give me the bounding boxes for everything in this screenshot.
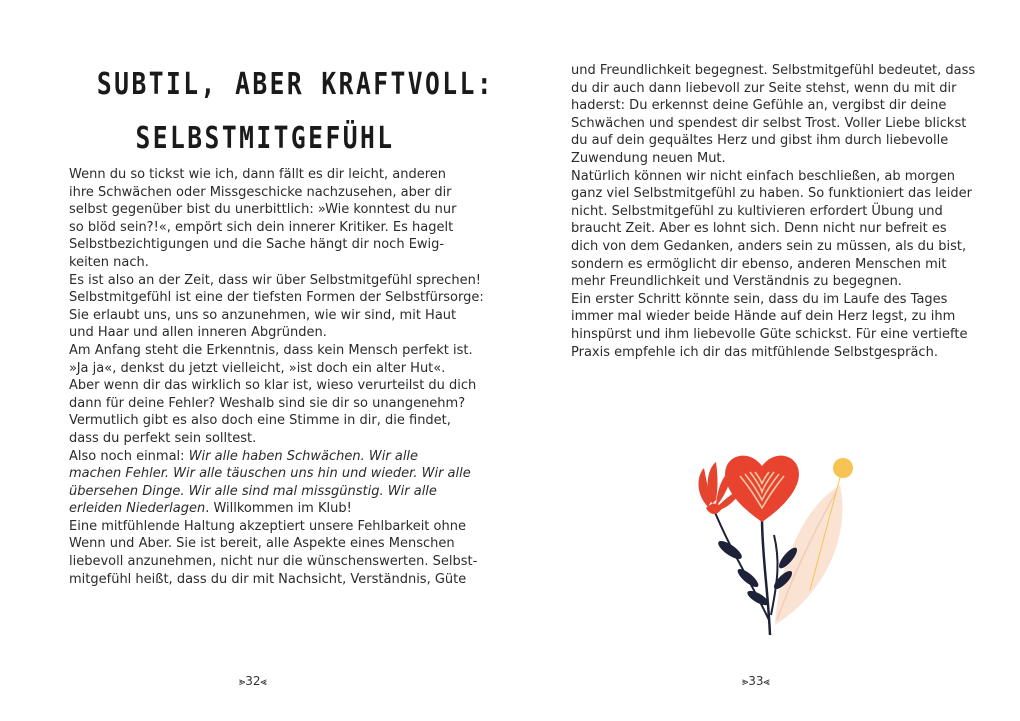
double-chevron-left-icon: ⪡ bbox=[260, 675, 267, 688]
text-line: selbst gegenüber bist du unerbittlich: »Wie konntest du nur bbox=[69, 202, 457, 218]
page-number-value: 32 bbox=[245, 674, 261, 688]
italic-text: übersehen Dinge. Wir alle sind mal missgünstig. Wir alle bbox=[69, 483, 437, 499]
text-line: mitgefühl heißt, dass du dir mit Nachsicht, Verständnis, Güte bbox=[69, 571, 467, 587]
italic-text: machen Fehler. Wir alle täuschen uns hin und wieder. Wir alle bbox=[69, 466, 471, 482]
text-line bbox=[69, 500, 459, 518]
text-line: Aber wenn dir das wirklich so klar ist, wieso verurteilst du dich bbox=[69, 378, 477, 394]
text-line: haderst: Du erkennst deine Gefühle an, vergibst dir deine bbox=[571, 98, 947, 114]
text-line: und Freundlichkeit begegnest. Selbstmitgefühl bedeutet, dass bbox=[571, 63, 976, 78]
small-leaf bbox=[716, 538, 745, 562]
stem-branch bbox=[771, 535, 778, 615]
text-line: Eine mitfühlende Haltung akzeptiert unsere Fehlbarkeit ohne bbox=[69, 518, 466, 534]
left-body-text bbox=[69, 166, 484, 588]
italic-text: erleiden Niederlagen bbox=[69, 501, 206, 517]
yellow-dot-icon bbox=[833, 458, 853, 478]
text-line bbox=[69, 465, 471, 483]
text-line: dass du perfekt sein solltest. bbox=[69, 430, 257, 446]
text-line: ihre Schwächen oder Missgeschicke nachzusehen, aber dir bbox=[69, 184, 452, 200]
text-line: ganz viel Selbstmitgefühl zu haben. So funktioniert das leider bbox=[571, 186, 972, 202]
double-chevron-left-icon: ⪡ bbox=[763, 675, 770, 688]
title-line-1: SUBTIL, ABER KRAFTVOLL: bbox=[96, 67, 495, 102]
double-chevron-right-icon: ⪢ bbox=[239, 675, 246, 688]
text-line: Sie erlaubt uns, uns so anzunehmen, wie wir sind, mit Haut bbox=[69, 307, 457, 323]
text-line: Wenn du so tickst wie ich, dann fällt es dir leicht, anderen bbox=[69, 167, 446, 182]
right-page bbox=[510, 0, 1020, 721]
text-line: Ein erster Schritt könnte sein, dass du im Laufe des Tages bbox=[571, 291, 948, 307]
text-line: liebevoll anzunehmen, nicht nur die wünschenswerten. Selbst- bbox=[69, 554, 478, 570]
italic-text: Wir alle haben Schwächen. Wir alle bbox=[188, 448, 419, 464]
text-line: nicht. Selbstmitgefühl zu kultivieren erfordert Übung und bbox=[571, 203, 943, 219]
page-title bbox=[96, 58, 495, 166]
text-line: braucht Zeit. Aber es lohnt sich. Denn nicht nur befreit es bbox=[571, 221, 947, 237]
text-line: du auf dein gequältes Herz und gibst ihm durch liebevolle bbox=[571, 133, 949, 149]
text-line: du dir auch dann liebevoll zur Seite stehst, wenn du mit dir bbox=[571, 80, 957, 96]
text-line: Selbstbezichtigungen und die Sache hängt dir noch Ewig- bbox=[69, 237, 445, 253]
text-line: Selbstmitgefühl ist eine der tiefsten Formen der Selbstfürsorge: bbox=[69, 290, 484, 306]
page-number-right bbox=[742, 674, 770, 689]
text-line bbox=[69, 483, 459, 501]
text-line: »Ja ja«, denkst du jetzt vielleicht, »ist doch ein alter Hut«. bbox=[69, 360, 446, 376]
text-line: und Haar und allen inneren Abgründen. bbox=[69, 325, 327, 341]
text-line: Es ist also an der Zeit, dass wir über Selbstmitgefühl sprechen! bbox=[69, 272, 482, 288]
text-line: sondern es ermöglicht dir ebenso, anderen Menschen mit bbox=[571, 256, 947, 272]
text-line: immer mal wieder beide Hände auf dein Herz legst, zu ihm bbox=[571, 309, 956, 325]
text-line: keiten nach. bbox=[69, 254, 149, 270]
double-chevron-right-icon: ⪢ bbox=[742, 675, 749, 688]
text-line: Praxis empfehle ich dir das mitfühlende Selbstgespräch. bbox=[571, 344, 938, 360]
text-line: Vermutlich gibt es also doch eine Stimme in dir, die findet, bbox=[69, 413, 451, 429]
text-line bbox=[69, 448, 459, 466]
page-number-value: 33 bbox=[748, 674, 764, 688]
text-line: dich von dem Gedanken, anders sein zu müssen, als du bist, bbox=[571, 238, 967, 254]
heart-flower-illustration bbox=[670, 440, 870, 645]
text-line: dann für deine Fehler? Weshalb sind sie dir so unangenehm? bbox=[69, 395, 466, 411]
text-line: hinspürst und ihm liebevolle Güte schickst. Für eine vertiefte bbox=[571, 326, 968, 342]
heart-icon bbox=[725, 456, 799, 522]
text-line: so blöd sein?!«, empört sich dein innerer Kritiker. Es hagelt bbox=[69, 219, 454, 235]
text-line: Natürlich können wir nicht einfach beschließen, ab morgen bbox=[571, 168, 955, 184]
title-line-2: SELBSTMITGEFÜHL bbox=[135, 121, 395, 156]
right-body-text bbox=[571, 62, 976, 361]
text-fragment: Also noch einmal: bbox=[69, 448, 189, 464]
text-line: Am Anfang steht die Erkenntnis, dass kein Mensch perfekt ist. bbox=[69, 342, 473, 358]
page-number-left bbox=[239, 674, 267, 689]
text-line: Schwächen und spendest dir selbst Trost. Voller Liebe blickst bbox=[571, 115, 967, 131]
text-fragment: . Willkommen im Klub! bbox=[205, 501, 352, 517]
text-line: mehr Freundlichkeit und Verständnis zu begegnen. bbox=[571, 274, 902, 290]
small-leaf bbox=[735, 566, 761, 590]
text-line: Wenn und Aber. Sie ist bereit, alle Aspekte eines Menschen bbox=[69, 536, 455, 552]
text-line: Zuwendung neuen Mut. bbox=[571, 150, 726, 166]
